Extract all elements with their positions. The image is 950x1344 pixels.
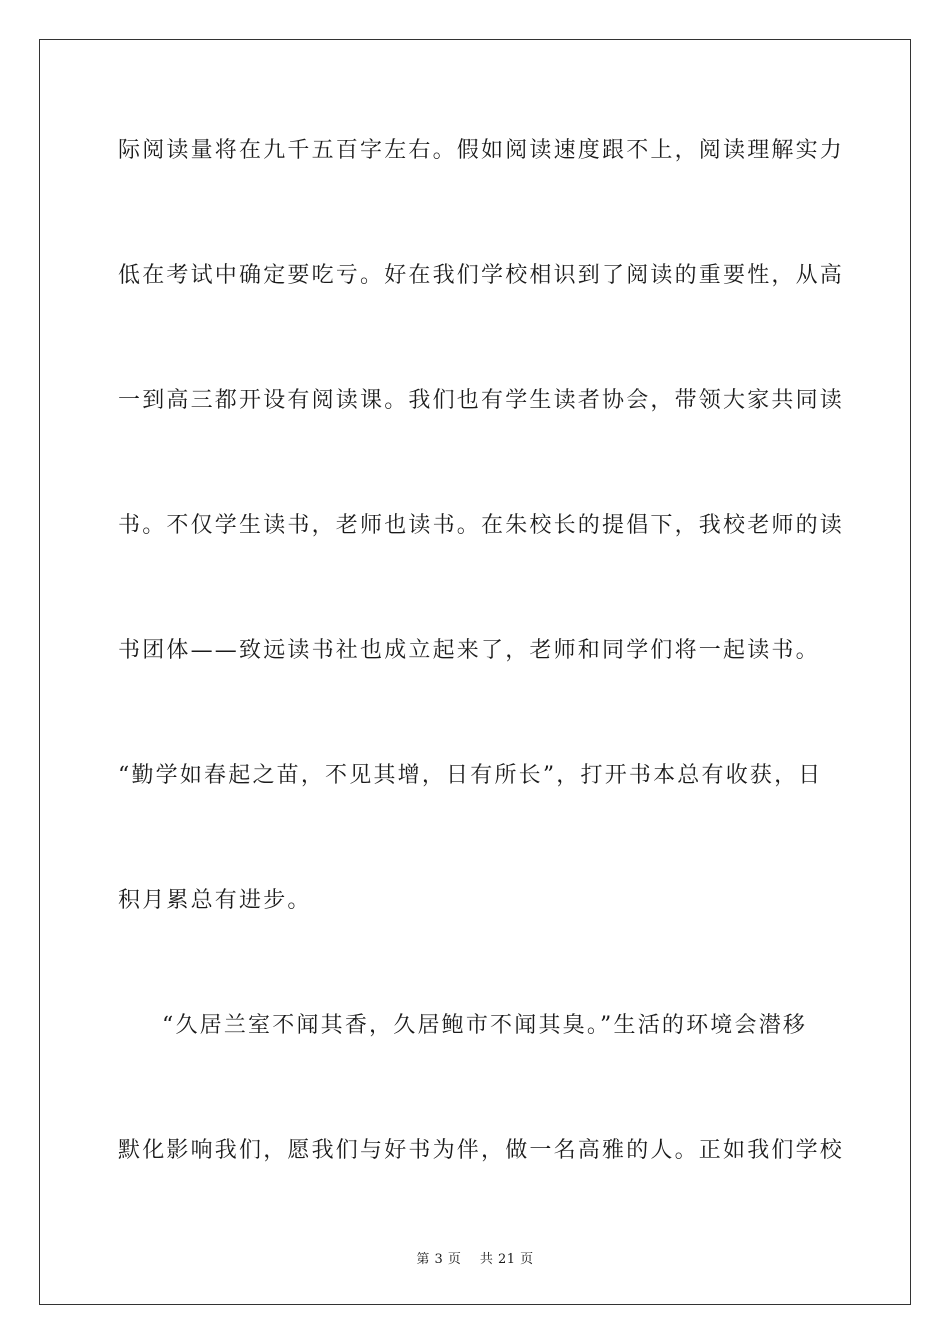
text-line-1: 际阅读量将在九千五百字左右。假如阅读速度跟不上，阅读理解实力 — [118, 138, 845, 163]
text-line-3: 一到高三都开设有阅读课。我们也有学生读者协会，带领大家共同读 — [118, 388, 845, 413]
text-line-6: “勤学如春起之苗，不见其增，日有所长”，打开书本总有收获，日 — [118, 763, 823, 788]
document-body — [118, 124, 845, 1249]
text-line-8-paragraph-start: “久居兰室不闻其香，久居鲍市不闻其臭。”生活的环境会潜移 — [162, 1013, 808, 1038]
text-line-2: 低在考试中确定要吃亏。好在我们学校相识到了阅读的重要性，从高 — [118, 263, 845, 288]
text-line-4: 书。不仅学生读书，老师也读书。在朱校长的提倡下，我校老师的读 — [118, 513, 845, 538]
page-number-footer: 第 3 页 共 21 页 — [416, 1252, 534, 1267]
text-line-5: 书团体——致远读书社也成立起来了，老师和同学们将一起读书。 — [118, 638, 820, 663]
text-line-7: 积月累总有进步。 — [118, 888, 312, 913]
text-line-9: 默化影响我们，愿我们与好书为伴，做一名高雅的人。正如我们学校 — [118, 1138, 845, 1163]
